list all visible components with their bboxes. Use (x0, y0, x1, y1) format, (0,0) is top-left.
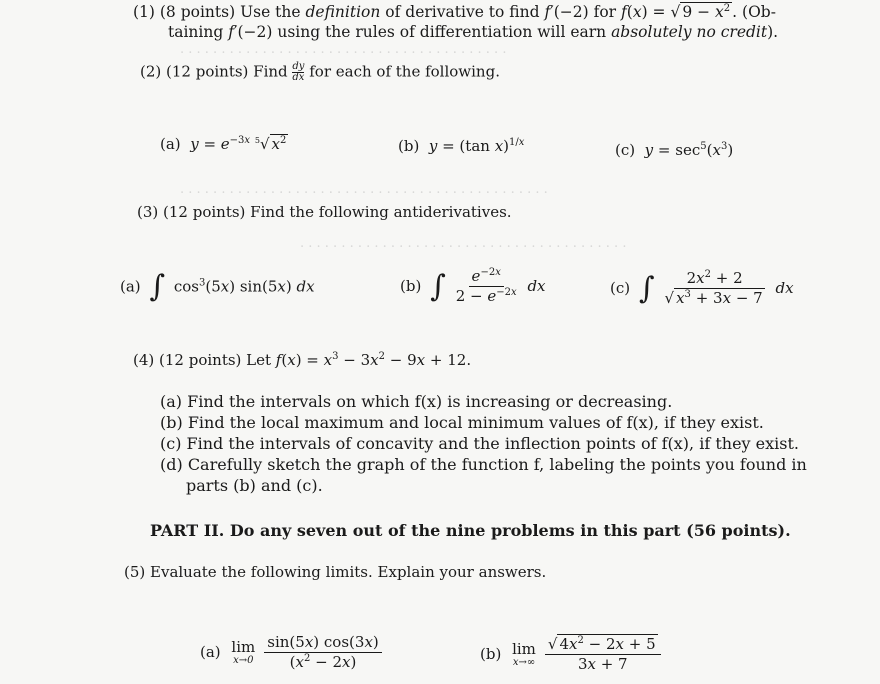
bleed-through: . . . . . . . . . . . . . . . . . . . . . . . . . . . . . . . . . . . . . . . . (180, 42, 507, 57)
problem-2-header: (2) (12 points) Find $\frac{dy}{dx}$ for each of the following. (140, 61, 500, 83)
problem-3b: (b) ∫ $\frac{e^{-2x}}{2 - e^{-2x}}$ dx (400, 267, 546, 306)
problem-2a: (a) $y = e^{-3x}$ $^5$√ $x^2$ (160, 135, 287, 153)
bleed-through: . . . . . . . . . . . . . . . . . . . . . . . . . . . . . . . . . . . . . . . . (300, 236, 627, 251)
problem-4-item: (b) Find the local maximum and local minimum values of f(x), if they exist. (160, 413, 764, 432)
problem-3c: (c) ∫ $\frac{2x^2 + 2}{√ x^3 + 3x - 7}$ dx (610, 269, 794, 308)
problem-3a: (a) ∫ $\cos^3(5x)$ sin(5x) dx (120, 269, 315, 304)
problem-4-item: (d) Carefully sketch the graph of the function f, labeling the points you found in (160, 455, 807, 474)
bleed-through: . . . . . . . . . . . . . . . . . . . . . . . . . . . . . . . . . . . . . . . . . . . . . (180, 182, 548, 197)
problem-1-line-1: (1) (8 points) Use the definition of derivative to find f′(−2) for f(x) = √ $9 - x^2$ . (Ob- (133, 2, 776, 21)
part-2-title: PART II. Do any seven out of the nine problems in this part (56 points). (150, 521, 791, 540)
problem-4-item: (a) Find the intervals on which f(x) is increasing or decreasing. (160, 392, 673, 411)
problem-5b: (b) lim x→∞ $\frac{√ 4x^2 - 2x + 5}{3x + 7}$ (480, 636, 664, 674)
problem-1-line-2: taining f′(−2) using the rules of differentiation will earn absolutely no credit). (168, 23, 779, 41)
problem-4-header: (4) (12 points) Let $f(x) = x^3 - 3x^2 - 9x + 12$. (133, 351, 472, 369)
problem-2b: (b) y = (tan x)$^{1/x}$ (398, 137, 525, 155)
problem-5a: (a) lim x→0 $\frac{\sin(5x) \cos(3x)}{(x^2 - 2x)}$ (200, 634, 385, 672)
problem-2c: (c) $y = \sec^5(x^3)$ (615, 141, 734, 159)
problem-4-item: (c) Find the intervals of concavity and the inflection points of f(x), if they exist. (160, 434, 799, 453)
problem-5-header: (5) Evaluate the following limits. Explain your answers. (124, 563, 547, 581)
problem-3-header: (3) (12 points) Find the following antiderivatives. (137, 203, 512, 221)
problem-4-item: parts (b) and (c). (186, 476, 323, 495)
